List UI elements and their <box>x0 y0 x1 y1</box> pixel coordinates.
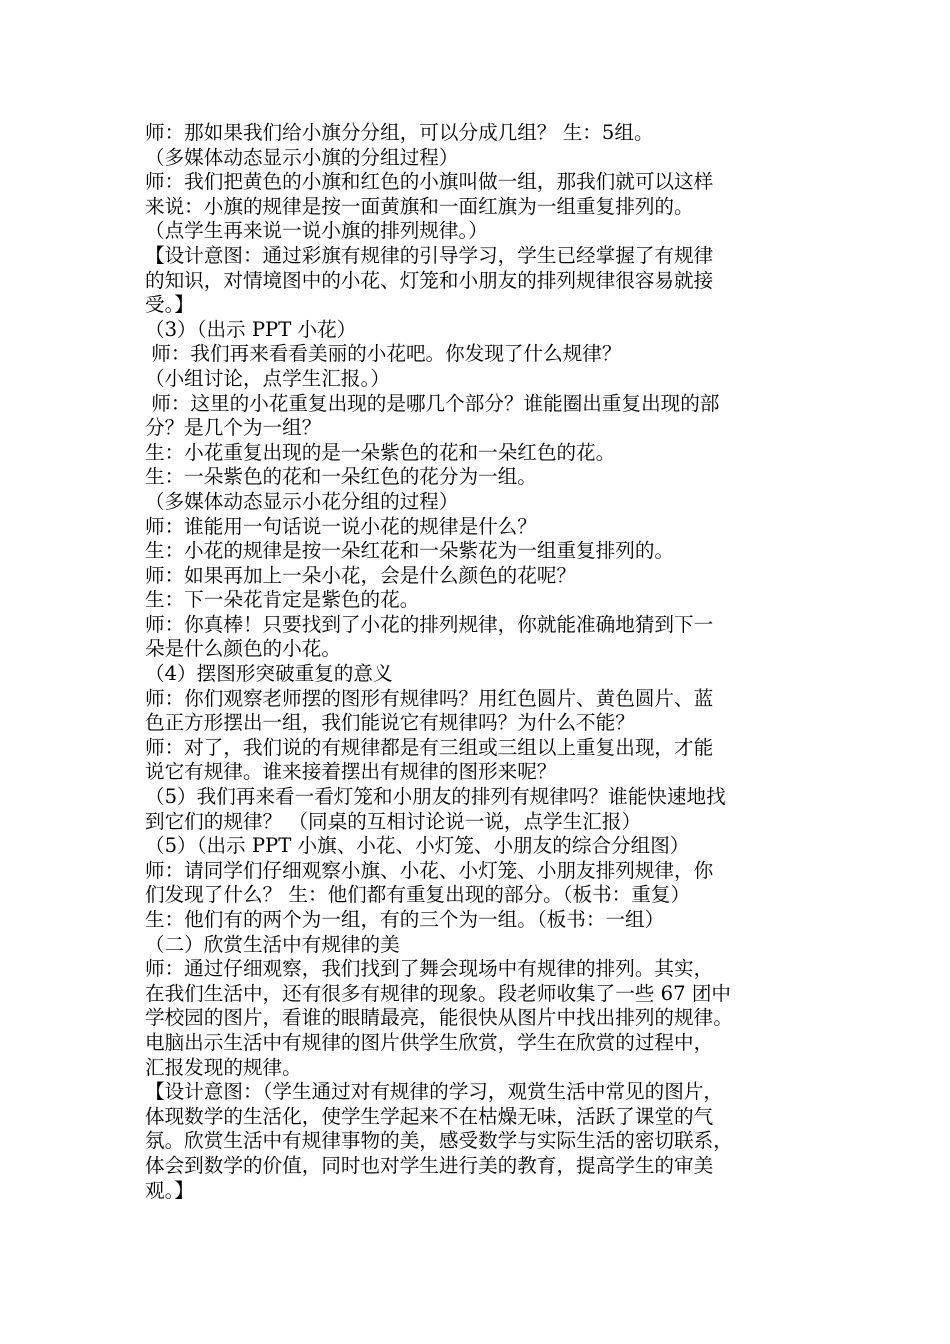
text-line: 师：你们观察老师摆的图形有规律吗？用红色圆片、黄色圆片、蓝 <box>145 686 714 710</box>
design-intent-line: 的知识，对情境图中的小花、灯笼和小朋友的排列规律很容易就接 <box>145 268 714 292</box>
text-line: 分？是几个为一组？ <box>145 416 322 440</box>
text-line: 师：那如果我们给小旗分分组，可以分成几组？ 生：5组。 <box>145 121 654 144</box>
text-line: 师：请同学们仔细观察小旗、小花、小灯笼、小朋友排列规律，你 <box>145 858 714 882</box>
text-line: （多媒体动态显示小花分组的过程） <box>145 489 459 513</box>
section-heading: （3）（出示 PPT 小花） <box>145 317 357 341</box>
text-line: 生：小花的规律是按一朵红花和一朵紫花为一组重复排列的。 <box>145 539 675 563</box>
section-heading: （二）欣赏生活中有规律的美 <box>145 932 400 956</box>
text-line: 师：如果再加上一朵小花，会是什么颜色的花呢？ <box>145 563 577 587</box>
text-line: 师：你真棒！只要找到了小花的排列规律，你就能准确地猜到下一 <box>145 612 714 636</box>
design-intent-line: 【设计意图：（学生通过对有规律的学习，观赏生活中常见的图片， <box>145 1080 724 1104</box>
design-intent-line: 【设计意图：通过彩旗有规律的引导学习，学生已经掌握了有规律 <box>145 243 714 267</box>
text-line: 朵是什么颜色的小花。 <box>145 637 341 661</box>
text-line: （点学生再来说一说小旗的排列规律。） <box>145 219 488 243</box>
text-line: 到它们的规律？ （同桌的互相讨论说一说，点学生汇报） <box>145 809 642 833</box>
text-line: （多媒体动态显示小旗的分组过程） <box>145 145 459 169</box>
text-line: 师：我们把黄色的小旗和红色的小旗叫做一组，那我们就可以这样 <box>145 170 714 194</box>
text-line: 生：一朵紫色的花和一朵红色的花分为一组。 <box>145 465 537 489</box>
design-intent-line: 氛。欣赏生活中有规律事物的美，感受数学与实际生活的密切联系， <box>145 1129 733 1153</box>
text-line: 生：小花重复出现的是一朵紫色的花和一朵红色的花。 <box>145 440 616 464</box>
section-heading: （4）摆图形突破重复的意义 <box>145 662 393 686</box>
text-line: 生：下一朵花肯定是紫色的花。 <box>145 588 420 612</box>
text-line: 师：这里的小花重复出现的是哪几个部分？谁能圈出重复出现的部 <box>145 391 720 415</box>
section-heading: （5）我们再来看一看灯笼和小朋友的排列有规律吗？谁能快速地找 <box>145 785 726 809</box>
text-line: 学校园的图片，看谁的眼睛最亮，能很快从图片中找出排列的规律。 <box>145 1006 733 1030</box>
text-line: 电脑出示生活中有规律的图片供学生欣赏，学生在欣赏的过程中， <box>145 1030 714 1054</box>
text-line: 们发现了什么？ 生：他们都有重复出现的部分。（板书：重复） <box>145 883 691 907</box>
text-line: 师：对了，我们说的有规律都是有三组或三组以上重复出现，才能 <box>145 735 714 759</box>
text-line: 色正方形摆出一组，我们能说它有规律吗？为什么不能？ <box>145 711 635 735</box>
text-line: （小组讨论，点学生汇报。） <box>145 366 390 390</box>
text-line: 来说：小旗的规律是按一面黄旗和一面红旗为一组重复排列的。 <box>145 194 694 218</box>
design-intent-line: 体现数学的生活化，使学生学起来不在枯燥无味，活跃了课堂的气 <box>145 1104 714 1128</box>
text-line: 生：他们有的两个为一组，有的三个为一组。（板书：一组） <box>145 908 665 931</box>
text-line: 在我们生活中，还有很多有规律的现象。段老师收集了一些 67 团中 <box>145 981 732 1005</box>
design-intent-line: 受。】 <box>145 293 194 317</box>
text-line: 师：我们再来看看美丽的小花吧。你发现了什么规律？ <box>145 342 622 366</box>
section-heading: （5）（出示 PPT 小旗、小花、小灯笼、小朋友的综合分组图） <box>145 834 690 858</box>
text-line: 师：谁能用一句话说一说小花的规律是什么？ <box>145 514 537 538</box>
document-body <box>145 121 813 1203</box>
text-line: 说它有规律。谁来接着摆出有规律的图形来呢？ <box>145 760 557 784</box>
text-line: 汇报发现的规律。 <box>145 1055 302 1079</box>
text-line: 师：通过仔细观察，我们找到了舞会现场中有规律的排列。其实， <box>145 957 714 981</box>
design-intent-line: 体会到数学的价值，同时也对学生进行美的教育，提高学生的审美 <box>145 1153 714 1177</box>
design-intent-line: 观。】 <box>145 1178 194 1202</box>
